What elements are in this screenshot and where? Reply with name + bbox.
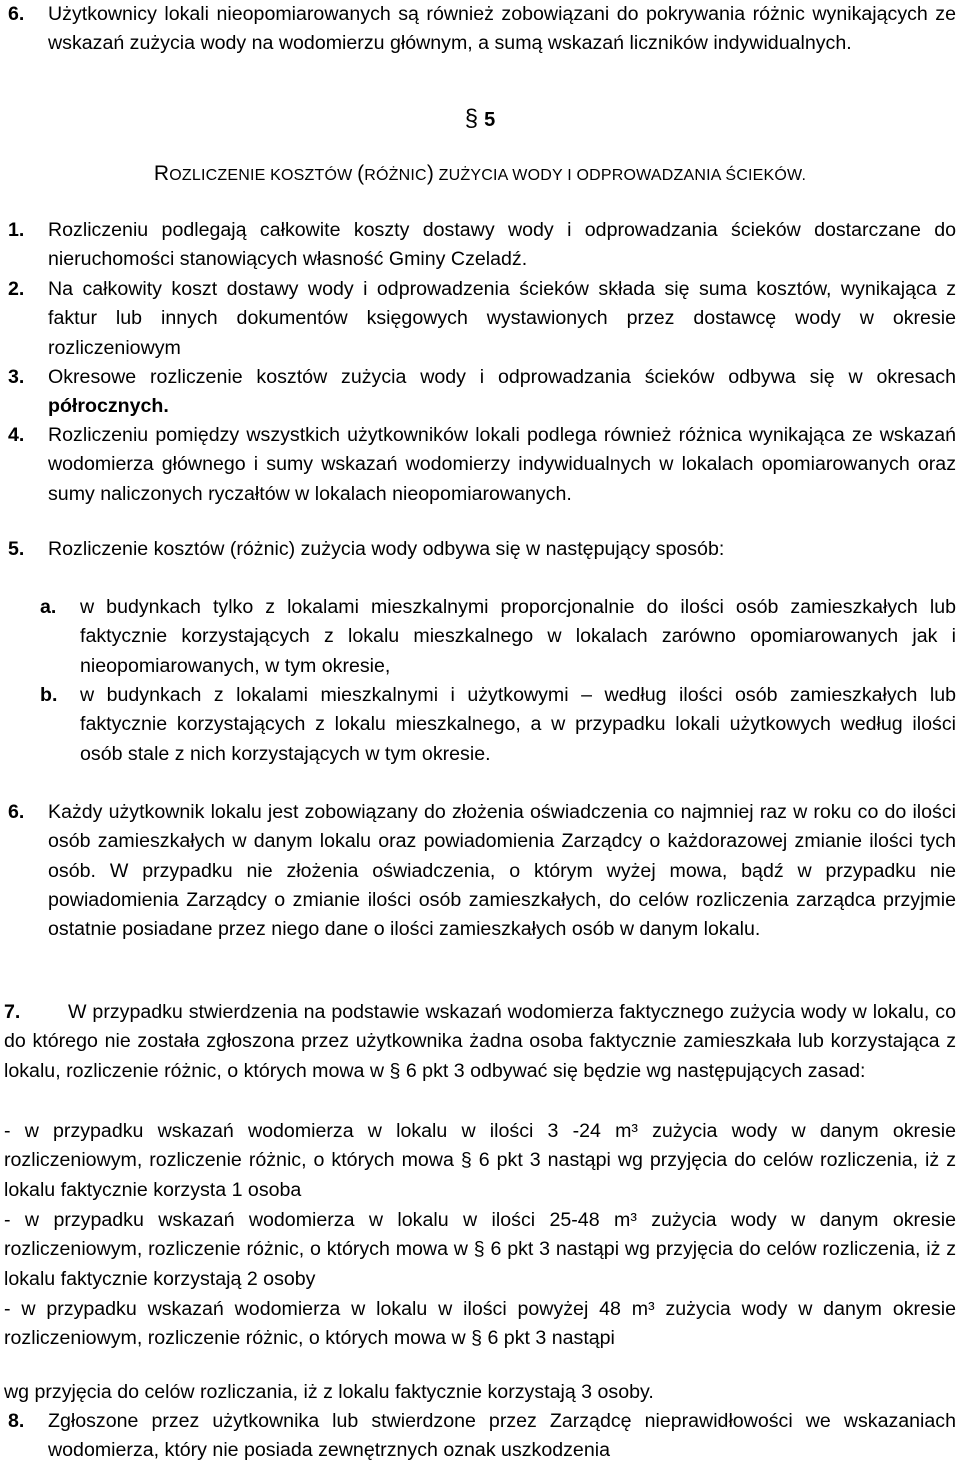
item-text: Na całkowity koszt dostawy wody i odprowadzenia ścieków składa się suma kosztów, wynikająca z faktur lub innych dokumentów księgowych wystawionych przez dostawcę wody w okresie rozliczeniowym — [48, 278, 956, 359]
heading-text: RÓŻNIC — [364, 167, 427, 184]
item-text-part: Okresowe rozliczenie kosztów zużycia wody i odprowadzania ścieków odbywa się w okresach — [48, 366, 956, 388]
item-number: 6. — [8, 3, 25, 25]
list-item-2 — [8, 275, 956, 363]
item-text: w budynkach z lokalami mieszkalnymi i użytkowymi – według ilości osób zamieszkałych lub faktycznie korzystających z lokalu mieszkalnego, a w przypadku lokali użytkowych według ilości osób stale z nich korzystających w tym okresie. — [80, 684, 956, 765]
list-item-1 — [8, 216, 956, 275]
heading-cap: ) — [426, 162, 435, 185]
rule-3-persons-cont: wg przyjęcia do celów rozliczania, iż z lokalu faktycznie korzystają 3 osoby. — [4, 1381, 654, 1403]
list-item-5 — [8, 535, 956, 564]
item-number: 7. — [4, 1001, 21, 1023]
item-number: 4. — [8, 424, 25, 446]
item-text — [48, 363, 956, 422]
section-number: 5 — [484, 109, 496, 131]
list-item-3 — [8, 363, 956, 422]
heading-text: OZLICZENIE KOSZTÓW — [169, 167, 358, 184]
section-heading — [0, 159, 960, 191]
item-text: Każdy użytkownik lokalu jest zobowiązany do złożenia oświadczenia co najmniej raz w roku co do ilości osób zamieszkałych w danym lokalu oraz powiadomienia Zarządcy o każdorazowej zmianie ilości tych osób. W przypadku nie złożenia oświadczenia, o którym wyżej mowa, bądź w przypadku nie powiadomienia Zarządcy o zmianie ilości osób zamieszkałych, do celów rozliczenia zarządca przyjmie ostatnie posiadane przez niego dane o ilości zamieszkałych osób w danym lokalu. — [48, 801, 956, 941]
section-marker — [0, 104, 960, 135]
list-item-8 — [8, 1407, 956, 1466]
item-text: Rozliczenie kosztów (różnic) zużycia wody odbywa się w następujący sposób: — [48, 538, 725, 560]
list-item-a — [40, 593, 956, 681]
heading-cap: R — [153, 162, 170, 185]
item-text: Użytkownicy lokali nieopomiarowanych są również zobowiązani do pokrywania różnic wynikających ze wskazań zużycia wody na wodomierzu głównym, a sumą wskazań liczników indywidualnych. — [48, 3, 956, 55]
item-text: Rozliczeniu pomiędzy wszystkich użytkowników lokali podlega również różnica wynikająca ze wskazań wodomierza głównego i sumy wskazań wodomierzy indywidualnych w lokalach opomiarowanych oraz sumy naliczonych ryczałtów w lokalach nieopomiarowanych. — [48, 424, 956, 505]
list-item-6 — [8, 798, 956, 944]
item-number: 8. — [8, 1410, 25, 1432]
item-number: 5. — [8, 538, 25, 560]
item-text: W przypadku stwierdzenia na podstawie wskazań wodomierza faktycznego zużycia wody w lokalu, co do którego nie została zgłoszona przez użytkownika żadna osoba faktycznie zamieszkała lub korzystająca z lokalu, rozliczenie różnic, o których mowa w § 6 pkt 3 odbywać się będzie wg następujących zasad: — [4, 1001, 956, 1082]
heading-cap: ( — [357, 162, 365, 185]
heading-text: ZUŻYCIA WODY I ODPROWADZANIA ŚCIEKÓW. — [434, 167, 807, 184]
list-item-b — [40, 681, 956, 769]
item-number: 2. — [8, 278, 25, 300]
list-item-4 — [8, 421, 956, 509]
item-text: Rozliczeniu podlegają całkowite koszty dostawy wody i odprowadzania ścieków dostarczane do nieruchomości stanowiących własność Gminy Czeladź. — [48, 219, 956, 271]
item-number: 3. — [8, 366, 25, 388]
rule-1-person: - w przypadku wskazań wodomierza w lokalu w ilości 3 -24 m³ zużycia wody w danym okresie rozliczeniowym, rozliczenie różnic, o których mowa § 6 pkt 3 nastąpi wg przyjęcia do celów rozliczenia, iż z lokalu faktycznie korzysta 1 osoba — [4, 1120, 956, 1201]
item-number: 1. — [8, 219, 25, 241]
item-text: Zgłoszone przez użytkownika lub stwierdzone przez Zarządcę nieprawidłowości we wskazaniach wodomierza, który nie posiada zewnętrznych oznak uszkodzenia — [48, 1410, 956, 1462]
rule-3-persons: - w przypadku wskazań wodomierza w lokalu w ilości powyżej 48 m³ zużycia wody w danym okresie rozliczeniowym, rozliczenie różnic, o których mowa w § 6 pkt 3 nastąpi — [4, 1298, 956, 1350]
item-letter: a. — [40, 596, 57, 618]
rule-2-persons: - w przypadku wskazań wodomierza w lokalu w ilości 25-48 m³ zużycia wody w danym okresie rozliczeniowym, rozliczenie różnic, o których mowa w § 6 pkt 3 nastąpi wg przyjęcia do celów rozliczenia, iż z lokalu faktycznie korzystają 2 osoby — [4, 1209, 956, 1290]
item-text: w budynkach tylko z lokalami mieszkalnymi proporcjonalnie do ilości osób zamieszkałych lub faktycznie korzystających z lokalu mieszkalnego w lokalach zarówno opomiarowanych jak i nieopomiarowanych, w tym okresie, — [80, 596, 956, 677]
item-text-bold: półrocznych. — [48, 395, 169, 418]
list-item-7 — [4, 998, 956, 1086]
section-sign: § — [464, 105, 479, 132]
list-item-6-top — [8, 0, 956, 59]
item-letter: b. — [40, 684, 58, 706]
item-number: 6. — [8, 801, 25, 823]
